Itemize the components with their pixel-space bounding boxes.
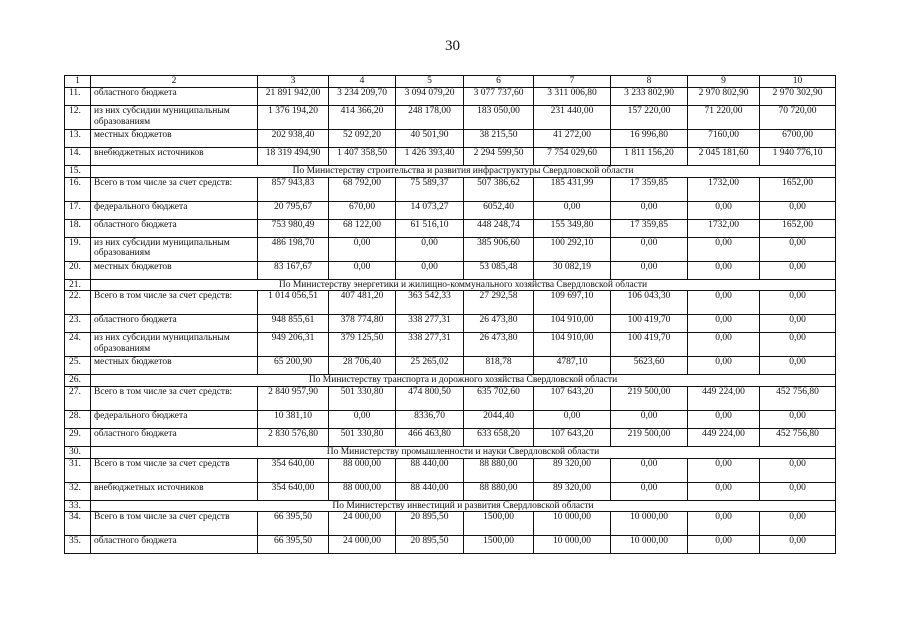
row-number: 20. (65, 261, 91, 279)
row-number: 15. (65, 166, 91, 178)
row-number: 11. (65, 88, 91, 106)
value-cell: 1732,00 (688, 177, 760, 201)
table-row (65, 458, 836, 482)
value-cell: 100 419,70 (611, 333, 688, 357)
value-cell: 0,00 (760, 237, 836, 261)
value-cell: 635 702,60 (464, 386, 534, 410)
page-number: 30 (445, 38, 460, 54)
row-number: 30. (65, 446, 91, 458)
value-cell: 106 043,30 (611, 291, 688, 315)
section-title: По Министерству энергетики и жилищно-коммунального хозяйства Свердловской области (91, 279, 836, 291)
value-cell: 363 542,33 (396, 291, 464, 315)
value-cell: 2 840 957,90 (258, 386, 329, 410)
section-header-row (65, 500, 836, 512)
table-row (65, 106, 836, 130)
value-cell: 501 330,80 (329, 386, 396, 410)
row-number: 24. (65, 333, 91, 357)
value-cell: 474 800,50 (396, 386, 464, 410)
row-description: областного бюджета (91, 315, 258, 333)
value-cell: 185 431,99 (534, 177, 611, 201)
value-cell: 0,00 (396, 237, 464, 261)
value-cell: 857 943,83 (258, 177, 329, 201)
value-cell: 27 292,58 (464, 291, 534, 315)
row-number: 19. (65, 237, 91, 261)
row-description: местных бюджетов (91, 261, 258, 279)
value-cell: 1 014 056,51 (258, 291, 329, 315)
value-cell: 0,00 (329, 261, 396, 279)
value-cell: 407 481,20 (329, 291, 396, 315)
value-cell: 448 248,74 (464, 219, 534, 237)
row-description: Всего в том числе за счет средств (91, 458, 258, 482)
value-cell: 6700,00 (760, 130, 836, 148)
value-cell: 20 895,50 (396, 512, 464, 536)
value-cell: 0,00 (760, 458, 836, 482)
table-row (65, 291, 836, 315)
value-cell: 88 880,00 (464, 458, 534, 482)
value-cell: 0,00 (760, 482, 836, 500)
value-cell: 0,00 (688, 315, 760, 333)
row-number: 23. (65, 315, 91, 333)
value-cell: 107 643,20 (534, 386, 611, 410)
value-cell: 248 178,00 (396, 106, 464, 130)
table-row (65, 237, 836, 261)
value-cell: 0,00 (534, 201, 611, 219)
value-cell: 14 073,27 (396, 201, 464, 219)
value-cell: 0,00 (688, 237, 760, 261)
value-cell: 52 092,20 (329, 130, 396, 148)
value-cell: 8336,70 (396, 410, 464, 428)
value-cell: 0,00 (688, 333, 760, 357)
value-cell: 88 880,00 (464, 482, 534, 500)
value-cell: 818,78 (464, 357, 534, 375)
value-cell: 83 167,67 (258, 261, 329, 279)
value-cell: 0,00 (760, 315, 836, 333)
value-cell: 100 419,70 (611, 315, 688, 333)
value-cell: 24 000,00 (329, 512, 396, 536)
value-cell: 0,00 (688, 291, 760, 315)
table-row (65, 177, 836, 201)
column-number-header: 8 (611, 76, 688, 88)
table-row (65, 333, 836, 357)
row-number: 29. (65, 428, 91, 446)
value-cell: 66 395,50 (258, 512, 329, 536)
value-cell: 507 386,62 (464, 177, 534, 201)
column-number-header: 10 (760, 76, 836, 88)
value-cell: 452 756,80 (760, 428, 836, 446)
value-cell: 0,00 (760, 201, 836, 219)
value-cell: 0,00 (396, 261, 464, 279)
table-header-row (65, 76, 836, 88)
value-cell: 0,00 (688, 512, 760, 536)
table-row (65, 357, 836, 375)
row-description: из них субсидии муниципальным образованиям (91, 106, 258, 130)
value-cell: 71 220,00 (688, 106, 760, 130)
value-cell: 486 198,70 (258, 237, 329, 261)
value-cell: 354 640,00 (258, 482, 329, 500)
value-cell: 0,00 (611, 458, 688, 482)
value-cell: 18 319 494,90 (258, 148, 329, 166)
value-cell: 1500,00 (464, 536, 534, 554)
value-cell: 219 500,00 (611, 386, 688, 410)
value-cell: 2 294 599,50 (464, 148, 534, 166)
value-cell: 25 265,02 (396, 357, 464, 375)
value-cell: 1500,00 (464, 512, 534, 536)
value-cell: 1732,00 (688, 219, 760, 237)
value-cell: 0,00 (688, 458, 760, 482)
row-description: областного бюджета (91, 428, 258, 446)
value-cell: 449 224,00 (688, 428, 760, 446)
value-cell: 0,00 (688, 357, 760, 375)
value-cell: 53 085,48 (464, 261, 534, 279)
value-cell: 157 220,00 (611, 106, 688, 130)
column-number-header: 1 (65, 76, 91, 88)
row-description: из них субсидии муниципальным образованиям (91, 237, 258, 261)
value-cell: 633 658,20 (464, 428, 534, 446)
value-cell: 66 395,50 (258, 536, 329, 554)
row-description: Всего в том числе за счет средств (91, 512, 258, 536)
value-cell: 449 224,00 (688, 386, 760, 410)
table-row (65, 536, 836, 554)
value-cell: 21 891 942,00 (258, 88, 329, 106)
row-number: 14. (65, 148, 91, 166)
value-cell: 88 440,00 (396, 458, 464, 482)
value-cell: 104 910,00 (534, 315, 611, 333)
value-cell: 385 906,60 (464, 237, 534, 261)
value-cell: 231 440,00 (534, 106, 611, 130)
table-row (65, 219, 836, 237)
value-cell: 68 792,00 (329, 177, 396, 201)
value-cell: 41 272,00 (534, 130, 611, 148)
value-cell: 75 589,37 (396, 177, 464, 201)
value-cell: 2 830 576,80 (258, 428, 329, 446)
value-cell: 10 381,10 (258, 410, 329, 428)
value-cell: 2 970 302,90 (760, 88, 836, 106)
value-cell: 202 938,40 (258, 130, 329, 148)
value-cell: 40 501,90 (396, 130, 464, 148)
value-cell: 0,00 (329, 410, 396, 428)
section-header-row (65, 446, 836, 458)
value-cell: 0,00 (611, 201, 688, 219)
value-cell: 65 200,90 (258, 357, 329, 375)
row-number: 18. (65, 219, 91, 237)
value-cell: 10 000,00 (534, 536, 611, 554)
value-cell: 26 473,80 (464, 315, 534, 333)
value-cell: 100 292,10 (534, 237, 611, 261)
table-row (65, 148, 836, 166)
row-description: Всего в том числе за счет средств: (91, 291, 258, 315)
column-number-header: 4 (329, 76, 396, 88)
value-cell: 670,00 (329, 201, 396, 219)
value-cell: 452 756,80 (760, 386, 836, 410)
value-cell: 6052,40 (464, 201, 534, 219)
value-cell: 7160,00 (688, 130, 760, 148)
section-header-row (65, 279, 836, 291)
value-cell: 10 000,00 (534, 512, 611, 536)
value-cell: 1 376 194,20 (258, 106, 329, 130)
value-cell: 948 855,61 (258, 315, 329, 333)
value-cell: 24 000,00 (329, 536, 396, 554)
row-description: областного бюджета (91, 536, 258, 554)
value-cell: 10 000,00 (611, 536, 688, 554)
row-number: 33. (65, 500, 91, 512)
row-number: 12. (65, 106, 91, 130)
value-cell: 107 643,20 (534, 428, 611, 446)
value-cell: 17 359,85 (611, 177, 688, 201)
row-description: областного бюджета (91, 219, 258, 237)
value-cell: 0,00 (688, 201, 760, 219)
row-description: местных бюджетов (91, 130, 258, 148)
value-cell: 3 077 737,60 (464, 88, 534, 106)
section-title: По Министерству строительства и развития инфраструктуры Свердловской области (91, 166, 836, 178)
value-cell: 3 311 006,80 (534, 88, 611, 106)
value-cell: 0,00 (760, 512, 836, 536)
value-cell: 88 000,00 (329, 458, 396, 482)
value-cell: 4787,10 (534, 357, 611, 375)
value-cell: 20 795,67 (258, 201, 329, 219)
value-cell: 0,00 (611, 237, 688, 261)
budget-table (64, 75, 836, 554)
value-cell: 0,00 (688, 536, 760, 554)
row-number: 26. (65, 375, 91, 387)
value-cell: 104 910,00 (534, 333, 611, 357)
value-cell: 354 640,00 (258, 458, 329, 482)
column-number-header: 5 (396, 76, 464, 88)
value-cell: 10 000,00 (611, 512, 688, 536)
row-number: 32. (65, 482, 91, 500)
value-cell: 1 426 393,40 (396, 148, 464, 166)
section-title: По Министерству инвестиций и развития Свердловской области (91, 500, 836, 512)
value-cell: 28 706,40 (329, 357, 396, 375)
table-row (65, 261, 836, 279)
value-cell: 414 366,20 (329, 106, 396, 130)
value-cell: 2044,40 (464, 410, 534, 428)
table-row (65, 315, 836, 333)
value-cell: 0,00 (688, 410, 760, 428)
row-number: 34. (65, 512, 91, 536)
value-cell: 0,00 (688, 261, 760, 279)
value-cell: 88 440,00 (396, 482, 464, 500)
value-cell: 0,00 (329, 237, 396, 261)
row-description: Всего в том числе за счет средств: (91, 386, 258, 410)
row-number: 13. (65, 130, 91, 148)
value-cell: 2 970 802,90 (688, 88, 760, 106)
value-cell: 0,00 (534, 410, 611, 428)
value-cell: 466 463,80 (396, 428, 464, 446)
row-number: 35. (65, 536, 91, 554)
value-cell: 2 045 181,60 (688, 148, 760, 166)
row-description: из них субсидии муниципальным образованиям (91, 333, 258, 357)
value-cell: 338 277,31 (396, 315, 464, 333)
value-cell: 0,00 (760, 410, 836, 428)
value-cell: 0,00 (760, 333, 836, 357)
row-description: федерального бюджета (91, 410, 258, 428)
table-row (65, 386, 836, 410)
value-cell: 219 500,00 (611, 428, 688, 446)
value-cell: 155 349,80 (534, 219, 611, 237)
column-number-header: 3 (258, 76, 329, 88)
value-cell: 5623,60 (611, 357, 688, 375)
value-cell: 183 050,00 (464, 106, 534, 130)
table-row (65, 410, 836, 428)
value-cell: 88 000,00 (329, 482, 396, 500)
value-cell: 338 277,31 (396, 333, 464, 357)
value-cell: 379 125,50 (329, 333, 396, 357)
row-description: местных бюджетов (91, 357, 258, 375)
value-cell: 0,00 (760, 261, 836, 279)
value-cell: 3 234 209,70 (329, 88, 396, 106)
value-cell: 61 516,10 (396, 219, 464, 237)
table-row (65, 130, 836, 148)
table-row (65, 201, 836, 219)
column-number-header: 9 (688, 76, 760, 88)
table-row (65, 512, 836, 536)
section-title: По Министерству промышленности и науки Свердловской области (91, 446, 836, 458)
column-number-header: 7 (534, 76, 611, 88)
row-number: 21. (65, 279, 91, 291)
value-cell: 378 774,80 (329, 315, 396, 333)
value-cell: 501 330,80 (329, 428, 396, 446)
value-cell: 0,00 (688, 482, 760, 500)
row-number: 25. (65, 357, 91, 375)
row-description: областного бюджета (91, 88, 258, 106)
value-cell: 1 940 776,10 (760, 148, 836, 166)
value-cell: 30 082,19 (534, 261, 611, 279)
table-row (65, 482, 836, 500)
value-cell: 0,00 (611, 261, 688, 279)
row-description: федерального бюджета (91, 201, 258, 219)
value-cell: 26 473,80 (464, 333, 534, 357)
value-cell: 109 697,10 (534, 291, 611, 315)
row-number: 28. (65, 410, 91, 428)
row-description: внебюджетных источников (91, 148, 258, 166)
value-cell: 949 206,31 (258, 333, 329, 357)
row-number: 27. (65, 386, 91, 410)
row-number: 22. (65, 291, 91, 315)
section-header-row (65, 375, 836, 387)
table-row (65, 428, 836, 446)
value-cell: 89 320,00 (534, 458, 611, 482)
value-cell: 1652,00 (760, 177, 836, 201)
value-cell: 1 811 156,20 (611, 148, 688, 166)
row-number: 17. (65, 201, 91, 219)
value-cell: 0,00 (760, 357, 836, 375)
value-cell: 1652,00 (760, 219, 836, 237)
value-cell: 17 359,85 (611, 219, 688, 237)
value-cell: 16 996,80 (611, 130, 688, 148)
value-cell: 0,00 (611, 482, 688, 500)
value-cell: 3 233 802,90 (611, 88, 688, 106)
value-cell: 0,00 (760, 291, 836, 315)
row-description: Всего в том числе за счет средств: (91, 177, 258, 201)
value-cell: 70 720,00 (760, 106, 836, 130)
value-cell: 0,00 (611, 410, 688, 428)
value-cell: 89 320,00 (534, 482, 611, 500)
section-title: По Министерству транспорта и дорожного хозяйства Свердловской области (91, 375, 836, 387)
value-cell: 20 895,50 (396, 536, 464, 554)
value-cell: 1 407 358,50 (329, 148, 396, 166)
table-row (65, 88, 836, 106)
value-cell: 0,00 (760, 536, 836, 554)
value-cell: 38 215,50 (464, 130, 534, 148)
value-cell: 753 980,49 (258, 219, 329, 237)
row-number: 31. (65, 458, 91, 482)
column-number-header: 6 (464, 76, 534, 88)
row-number: 16. (65, 177, 91, 201)
value-cell: 3 094 079,20 (396, 88, 464, 106)
section-header-row (65, 166, 836, 178)
value-cell: 7 754 029,60 (534, 148, 611, 166)
value-cell: 68 122,00 (329, 219, 396, 237)
column-number-header: 2 (91, 76, 258, 88)
row-description: внебюджетных источников (91, 482, 258, 500)
